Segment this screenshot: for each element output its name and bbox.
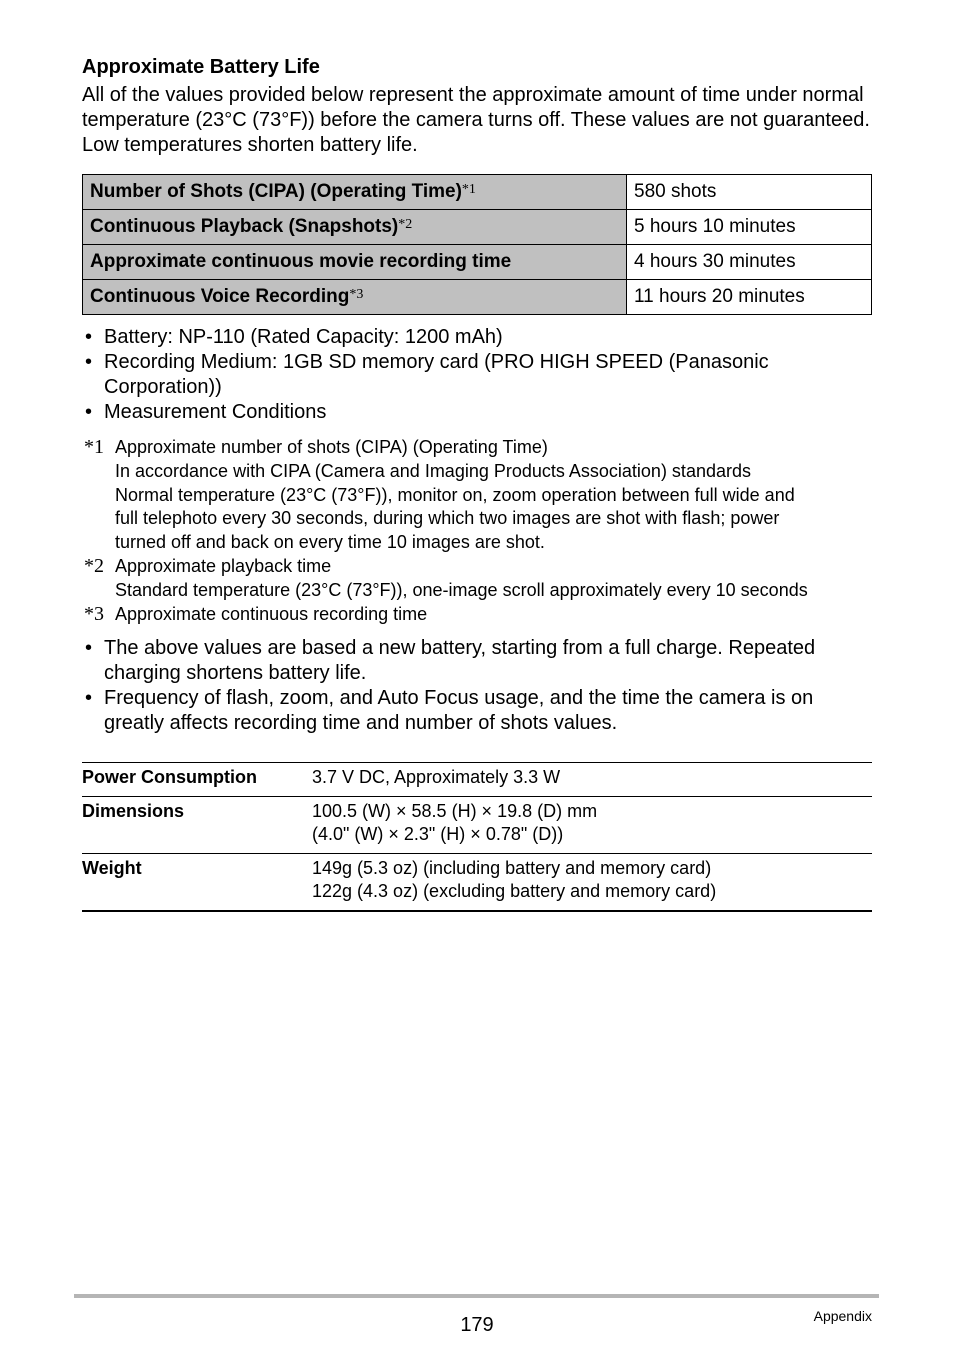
list-item-text: The above values are based a new battery, starting from a full charge. Repeated charging shortens battery life. [104, 637, 816, 684]
bullet-icon: • [85, 637, 93, 659]
spec-value [312, 854, 872, 912]
remarks-list [82, 636, 872, 736]
row-label-text: Approximate continuous movie recording time [90, 251, 512, 272]
footnote-mark: *1 [84, 436, 104, 458]
page-number: 179 [460, 1314, 494, 1336]
row-value: 11 hours 20 minutes [627, 280, 872, 315]
battery-life-table [82, 174, 872, 315]
footnote-line: Approximate playback time [115, 555, 332, 576]
list-item-text: Measurement Conditions [104, 401, 327, 423]
row-label [83, 280, 627, 315]
footnote-ref: *1 [461, 182, 476, 197]
footnote-line: Normal temperature (23°C (73°F)), monitor on, zoom operation between full wide and [115, 484, 795, 505]
spec-value-line: (4.0" (W) × 2.3" (H) × 0.78" (D)) [312, 824, 564, 844]
footnote-line: Approximate continuous recording time [115, 603, 428, 624]
intro-paragraph: All of the values provided below represent the approximate amount of time under normal temperature (23°C (73°F)) before the camera turns off. These values are not guaranteed. Low temperatures shorten battery life. [82, 84, 870, 156]
footnote-line: full telephoto every 30 seconds, during which two images are shot with flash; power [115, 508, 780, 529]
footnote-mark: *2 [84, 554, 104, 577]
table-row [83, 280, 872, 315]
footnote-line: turned off and back on every time 10 images are shot. [115, 532, 545, 553]
table-row [83, 245, 872, 280]
spec-value-line: 3.7 V DC, Approximately 3.3 W [312, 767, 561, 787]
spec-value [312, 763, 872, 797]
list-item-text: Recording Medium: 1GB SD memory card (PRO HIGH SPEED (Panasonic Corporation)) [104, 351, 769, 398]
list-item [82, 350, 872, 400]
conditions-list [82, 325, 872, 425]
row-label [83, 245, 627, 280]
spec-key: Dimensions [82, 797, 312, 854]
section-name: Appendix [813, 1308, 872, 1324]
list-item [82, 325, 872, 350]
footer-divider [74, 1294, 879, 1298]
bullet-icon: • [85, 326, 93, 348]
spec-value-line: 100.5 (W) × 58.5 (H) × 19.8 (D) mm [312, 801, 598, 821]
table-row [83, 175, 872, 210]
footnote-line: Standard temperature (23°C (73°F)), one-image scroll approximately every 10 seconds [115, 579, 808, 600]
row-label-text: Number of Shots (CIPA) (Operating Time) [90, 181, 462, 202]
footnote-line: Approximate number of shots (CIPA) (Operating Time) [115, 437, 548, 457]
footnote [84, 555, 884, 603]
row-label-text: Continuous Playback (Snapshots) [90, 216, 399, 237]
row-value: 4 hours 30 minutes [627, 245, 872, 280]
footnote-line: In accordance with CIPA (Camera and Imaging Products Association) standards [115, 460, 751, 481]
footnote [84, 603, 884, 627]
row-value: 580 shots [627, 175, 872, 210]
bullet-icon: • [85, 351, 93, 373]
bullet-icon: • [85, 401, 93, 423]
spec-value-line: 149g (5.3 oz) (including battery and memory card) [312, 858, 712, 878]
footnote-ref: *2 [398, 217, 413, 232]
specifications-table [82, 762, 872, 912]
table-row [82, 797, 872, 854]
row-value: 5 hours 10 minutes [627, 210, 872, 245]
footnote-mark: *3 [84, 602, 104, 625]
footnote [84, 436, 884, 555]
row-label [83, 175, 627, 210]
list-item [82, 400, 872, 425]
footnote-ref: *3 [349, 287, 364, 302]
footnotes [84, 436, 884, 626]
list-item-text: Frequency of flash, zoom, and Auto Focus usage, and the time the camera is on greatly affects recording time and number of shots values. [104, 687, 814, 734]
list-item [82, 686, 872, 736]
spec-value-line: 122g (4.3 oz) (excluding battery and memory card) [312, 881, 717, 901]
table-row [82, 854, 872, 912]
spec-key: Weight [82, 854, 312, 912]
spec-value [312, 797, 872, 854]
spec-key: Power Consumption [82, 767, 257, 787]
table-row [83, 210, 872, 245]
section-title: Approximate Battery Life [82, 56, 320, 78]
list-item-text: Battery: NP-110 (Rated Capacity: 1200 mAh) [104, 326, 503, 348]
row-label-text: Continuous Voice Recording [90, 286, 350, 307]
list-item [82, 636, 872, 686]
row-label [83, 210, 627, 245]
table-row [82, 763, 872, 797]
bullet-icon: • [85, 687, 93, 709]
